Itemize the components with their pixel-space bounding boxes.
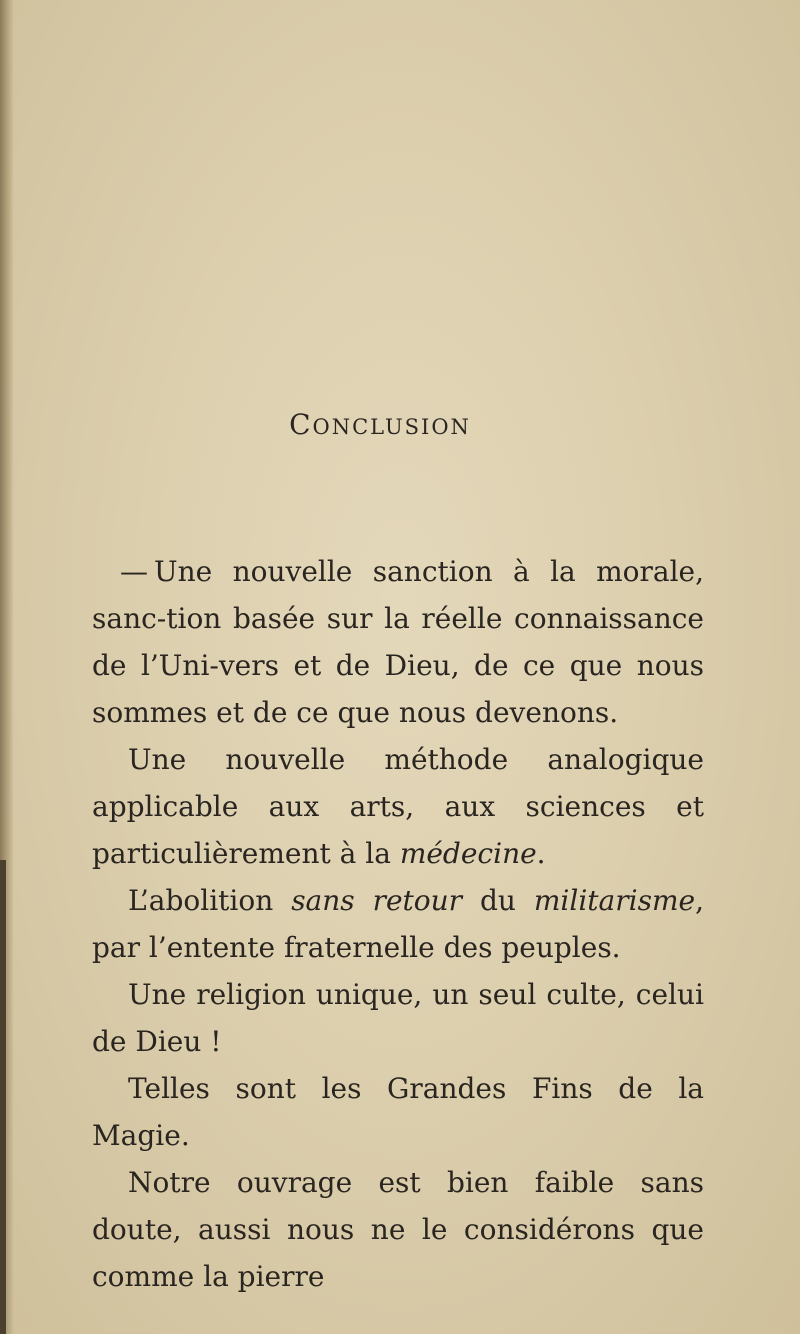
binding-edge bbox=[0, 860, 6, 1334]
paragraph-text: . bbox=[536, 837, 546, 870]
paragraph-text: L’abolition bbox=[128, 884, 292, 917]
chapter-heading bbox=[0, 408, 760, 441]
italic-term: médecine bbox=[399, 837, 537, 870]
heading-initial: C bbox=[289, 408, 313, 441]
paragraph bbox=[92, 736, 704, 877]
paragraph-text: Telles sont les Grandes Fins de la Magie. bbox=[92, 1072, 704, 1152]
paragraph-text: Une nouvelle sanction à la morale, sanc-tion basée sur la réelle connaissance de l’Uni-vers et de Dieu, de ce que nous sommes et de ce que nous devenons. bbox=[92, 555, 704, 729]
italic-term: sans retour bbox=[291, 884, 463, 917]
paragraph bbox=[92, 548, 704, 736]
paragraph bbox=[92, 971, 704, 1065]
heading-rest: ONCLUSION bbox=[312, 415, 471, 439]
leading-dash: — bbox=[120, 555, 148, 588]
paragraph-text: Une religion unique, un seul culte, celui de Dieu ! bbox=[92, 978, 704, 1058]
paragraph-text: , par l’entente fraternelle des peuples. bbox=[92, 884, 704, 964]
paragraph-text: Notre ouvrage est bien faible sans doute, aussi nous ne le considérons que comme la pierre bbox=[92, 1166, 704, 1293]
paragraph bbox=[92, 1159, 704, 1300]
paragraph bbox=[92, 877, 704, 971]
paragraph-text: Une nouvelle méthode analogique applicable aux arts, aux sciences et particulièrement à la bbox=[92, 743, 704, 870]
body-text bbox=[92, 548, 704, 1300]
italic-term: militarisme bbox=[533, 884, 696, 917]
paragraph-text: du bbox=[462, 884, 534, 917]
paragraph bbox=[92, 1065, 704, 1159]
